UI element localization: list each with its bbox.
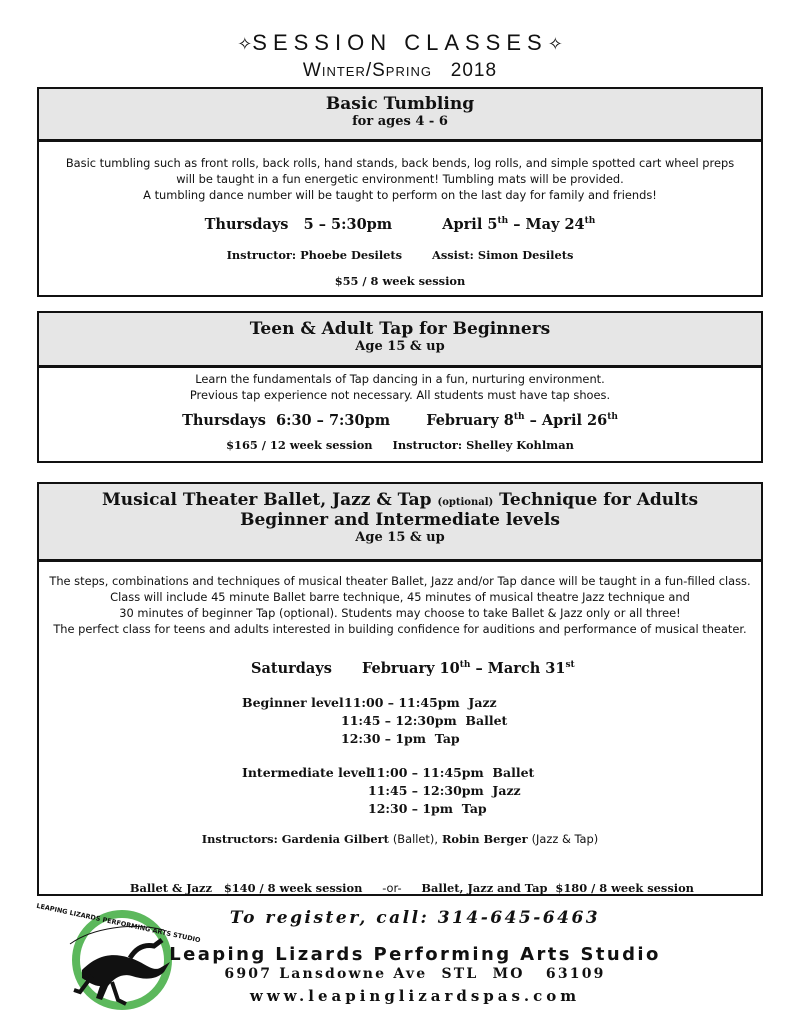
desc-line: Learn the fundamentals of Tap dancing in a fun, nurturing environment. xyxy=(195,372,605,386)
page-title xyxy=(0,30,800,56)
price-line xyxy=(39,437,761,453)
class-title: Basic Tumbling xyxy=(325,94,475,114)
beginner-label: Beginner level xyxy=(242,695,344,710)
desc-line: Previous tap experience not necessary. All students must have tap shoes. xyxy=(189,388,611,402)
schedule-time: 6:30 – 7:30pm xyxy=(276,411,391,429)
beginner-slot: 12:30 – 1pm Tap xyxy=(341,731,460,746)
instructors-line xyxy=(39,831,761,847)
schedule-end: April 26 xyxy=(541,411,608,429)
class-box-musical xyxy=(37,482,763,896)
class-ages: Age 15 & up xyxy=(355,530,445,545)
intermediate-slot: 11:45 – 12:30pm Jazz xyxy=(368,783,521,798)
class-header xyxy=(39,484,761,562)
sup: th xyxy=(497,216,509,226)
beginner-slot: 11:45 – 12:30pm Ballet xyxy=(341,713,508,728)
instructor-note: (Ballet), xyxy=(392,832,438,846)
class-box-tumbling xyxy=(37,87,763,297)
class-header xyxy=(39,89,761,142)
star-icon: ✧ xyxy=(237,34,253,54)
register-call: To register, call: 314-645-6463 xyxy=(229,908,601,928)
intermediate-slot: 12:30 – 1pm Tap xyxy=(368,801,487,816)
instructor: Gardenia Gilbert xyxy=(281,832,389,846)
assistant: Assist: Simon Desilets xyxy=(432,247,574,262)
studio-name: Leaping Lizards Performing Arts Studio xyxy=(169,944,661,965)
schedule-day: Thursdays xyxy=(204,215,289,233)
intermediate-label: Intermediate level xyxy=(242,765,371,780)
schedule-start: February 10 xyxy=(362,659,460,677)
schedule-start: February 8 xyxy=(426,411,514,429)
schedule-line: Thursdays 6:30 – 7:30pm February 8th – April 26th xyxy=(182,411,618,429)
schedule-time: 5 – 5:30pm xyxy=(303,215,393,233)
title-part: Musical Theater Ballet, Jazz & Tap xyxy=(101,490,432,510)
class-header xyxy=(39,313,761,368)
schedule-end: May 24 xyxy=(525,215,585,233)
schedule-start: April 5 xyxy=(442,215,498,233)
page-subtitle: Winter/Spring 2018 xyxy=(302,60,498,81)
desc-line: Basic tumbling such as front rolls, back rolls, hand stands, back bends, log rolls, and simple spotted cart wheel preps xyxy=(65,156,735,170)
beginner-slot: 11:00 – 11:45pm Jazz xyxy=(344,695,497,710)
schedule-line: Thursdays 5 – 5:30pm April 5th – May 24th xyxy=(204,215,596,233)
class-ages: for ages 4 - 6 xyxy=(352,114,448,129)
sup: st xyxy=(565,660,575,670)
desc-line: The perfect class for teens and adults interested in building confidence for auditions and performance of musical theater. xyxy=(53,622,747,636)
schedule-line: Saturdays February 10th – March 31st xyxy=(251,659,575,677)
logo-lettering: LEAPING LIZARDS PERFORMING ARTS STUDIO xyxy=(35,901,202,945)
sup: th xyxy=(584,216,596,226)
studio-website[interactable]: www.leapinglizardspas.com xyxy=(249,987,581,1005)
class-ages: Age 15 & up xyxy=(355,339,445,354)
instructor-note: (Jazz & Tap) xyxy=(531,832,599,846)
instructors-label: Instructors: xyxy=(201,832,278,846)
class-box-tap xyxy=(37,311,763,463)
class-title: Teen & Adult Tap for Beginners xyxy=(249,319,551,339)
price: Ballet & Jazz $140 / 8 week session xyxy=(129,881,363,895)
title-part: Technique for Adults xyxy=(499,490,699,510)
price-line: $55 / 8 week session xyxy=(334,273,466,288)
intermediate-slot: 11:00 – 11:45pm Ballet xyxy=(368,765,535,780)
optional-note: (optional) xyxy=(437,497,494,508)
sup: th xyxy=(459,660,471,670)
instructor: Instructor: Phoebe Desilets xyxy=(226,247,403,262)
price: Ballet, Jazz and Tap $180 / 8 week session xyxy=(421,881,694,895)
desc-line: will be taught in a fun energetic environment! Tumbling mats will be provided. xyxy=(176,172,624,186)
instructor-line xyxy=(39,247,761,263)
star-icon: ✧ xyxy=(547,34,563,54)
class-title xyxy=(39,490,761,510)
price: $165 / 12 week session xyxy=(226,437,373,452)
instructor: Robin Berger xyxy=(441,832,528,846)
schedule-end: March 31 xyxy=(487,659,566,677)
desc-line: Class will include 45 minute Ballet barre technique, 45 minutes of musical theatre Jazz technique and xyxy=(110,590,690,604)
schedule-day: Saturdays xyxy=(251,659,332,677)
studio-address: 6907 Lansdowne Ave STL MO 63109 xyxy=(224,966,606,982)
desc-line: A tumbling dance number will be taught to perform on the last day for family and friends! xyxy=(143,188,657,202)
desc-line: The steps, combinations and techniques of musical theater Ballet, Jazz and/or Tap dance will be taught in a fun-filled class. xyxy=(49,574,751,588)
price-or: -or- xyxy=(382,881,402,895)
desc-line: 30 minutes of beginner Tap (optional). Students may choose to take Ballet & Jazz only or all three! xyxy=(119,606,681,620)
instructor: Instructor: Shelley Kohlman xyxy=(392,437,574,452)
class-body xyxy=(39,142,761,289)
title-text: SESSION CLASSES xyxy=(252,30,548,55)
sup: th xyxy=(607,412,618,422)
class-levels: Beginner and Intermediate levels xyxy=(240,510,560,530)
class-body xyxy=(39,368,761,453)
sup: th xyxy=(513,412,525,422)
schedule-day: Thursdays xyxy=(182,411,266,429)
class-body xyxy=(39,562,761,903)
